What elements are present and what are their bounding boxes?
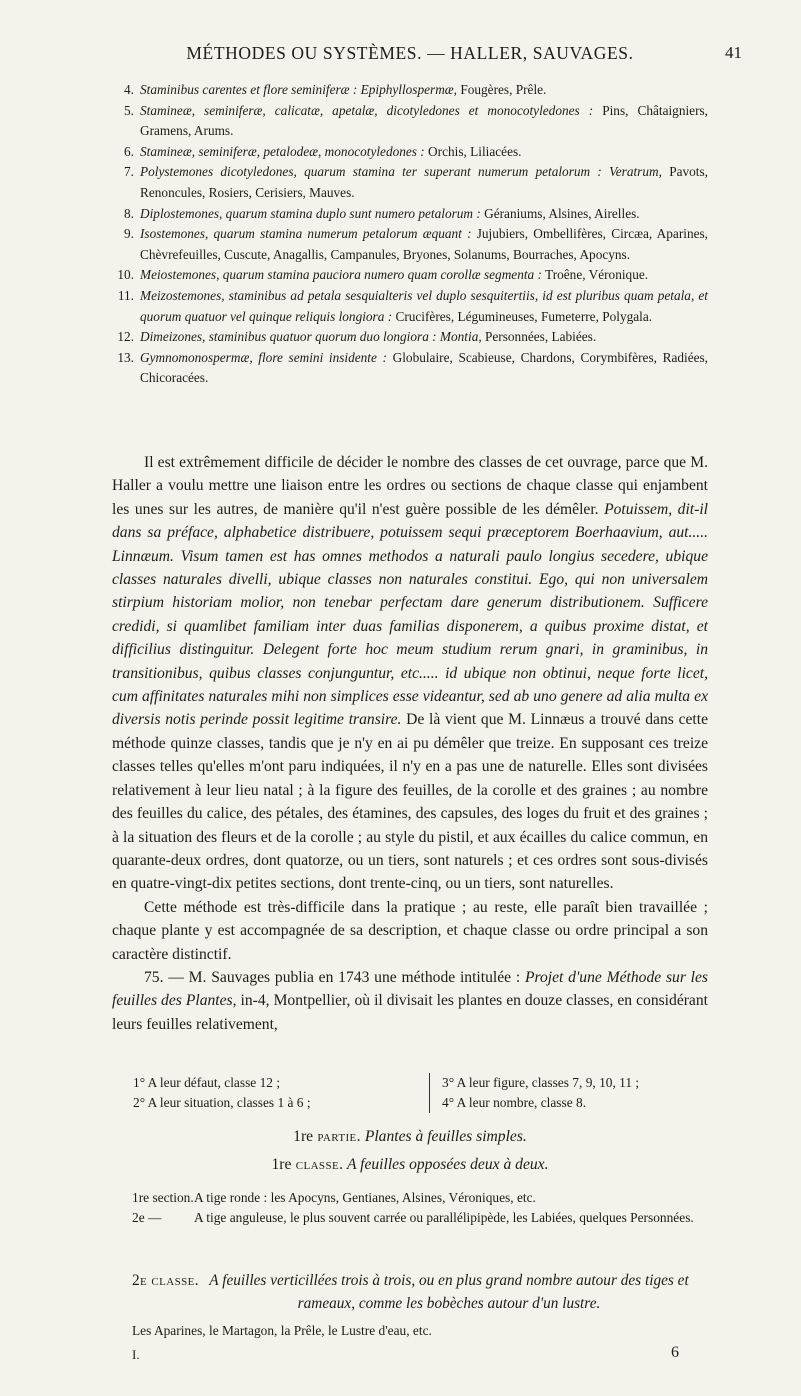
section-text: A tige anguleuse, le plus souvent carrée ou parallélipipède, les Labiées, quelques Personnées. [194, 1210, 694, 1226]
enum-item [112, 348, 708, 389]
enum-latin: Diplostemones, quarum stamina duplo sunt numero petalorum : [140, 205, 481, 221]
running-title: MÉTHODES OU SYSTÈMES. — HALLER, SAUVAGES. [186, 43, 634, 63]
enum-french: Fougères, Prêle. [457, 82, 547, 97]
sheet-number: 6 [671, 1344, 679, 1361]
enum-french: Pavots, Renoncules, Rosiers, Cerisiers, Mauves. [140, 164, 708, 200]
enum-french: Pins, Châtaigniers, Gramens, Arums. [140, 102, 708, 139]
main-text [112, 451, 708, 1036]
enum-french: Géraniums, Alsines, Airelles. [480, 205, 640, 221]
paragraph-sauvages [112, 966, 708, 1036]
class-enumeration-list [112, 80, 708, 389]
class-sections [132, 1188, 708, 1229]
enum-item [112, 162, 708, 203]
page-number: 41 [725, 43, 742, 62]
enum-number: 13. [117, 349, 134, 365]
enum-french: Jujubiers, Ombellifères, Circæa, Aparines, Chèvrefeuilles, Cuscute, Anagallis, Campanules, Bryones, Solanums, Bourraches, Apocyns. [140, 226, 708, 262]
signature-mark: I. [132, 1347, 140, 1362]
paragraph-text: Il est extrêmement difficile de décider le nombre des classes de cet ouvrage, parce que M. Haller a voulu mettre une liaison entre les ordres ou sections de chaque classe qui enjambent les unes sur les autres, de manière qu'il n'est guère possible de les démêler. [112, 454, 708, 518]
enum-latin: Dimeizones, staminibus quatuor quorum duo longiora : Montia, [140, 329, 482, 345]
class-two-heading [132, 1270, 708, 1316]
criteria-column-left [133, 1073, 383, 1113]
enum-item [112, 80, 708, 101]
heading-title: A feuilles verticillées trois à trois, ou en plus grand nombre autour des tiges et rameaux, comme les bobèches autour d'un lustre. [209, 1272, 689, 1312]
enum-number: 5. [124, 102, 134, 118]
enum-number: 8. [124, 205, 134, 221]
enum-latin: Gymnomonospermæ, flore semini insidente : [140, 349, 387, 365]
section-label: 2e — [132, 1210, 162, 1226]
enum-french: Crucifères, Légumineuses, Fumeterre, Polygala. [392, 308, 653, 324]
enum-item [112, 204, 708, 225]
class-two-examples: Les Aparines, le Martagon, la Prêle, le Lustre d'eau, etc. [132, 1323, 432, 1338]
enum-item [112, 101, 708, 142]
enum-latin: Isostemones, quarum stamina numerum petalorum æquant : [140, 226, 472, 242]
paragraph-text: 75. — M. Sauvages publia en 1743 une méthode intitulée : [144, 968, 525, 986]
paragraph-haller [112, 451, 708, 896]
section-label: 1re section. [132, 1190, 194, 1205]
enum-item [112, 286, 708, 327]
enum-number: 7. [124, 164, 134, 180]
enum-latin: Meiostemones, quarum stamina pauciora numero quam corollæ segmenta : [140, 267, 542, 283]
enum-latin: Stamineæ, seminiferæ, calicatæ, apetalæ, dicotyledones et monocotyledones : [140, 102, 594, 118]
heading-ordinal: 1re [293, 1128, 314, 1145]
enum-french: Globulaire, Scabieuse, Chardons, Corymbifères, Radiées, Chicoracées. [140, 349, 709, 386]
enum-french: Troêne, Véronique. [541, 267, 649, 283]
enum-item [112, 327, 708, 348]
heading-title: A feuilles opposées deux à deux. [343, 1156, 549, 1173]
enum-number: 9. [124, 226, 134, 242]
criteria-column-right [429, 1073, 722, 1113]
class-heading [112, 1156, 708, 1174]
criterion-item: 1° A leur défaut, classe 12 ; [133, 1075, 281, 1090]
enum-latin: Stamineæ, seminiferæ, petalodeæ, monocotyledones : [140, 143, 425, 159]
criterion-item: 2° A leur situation, classes 1 à 6 ; [133, 1095, 311, 1110]
heading-label: classe. [291, 1156, 344, 1173]
enum-number: 4. [124, 82, 134, 97]
heading-title: Plantes à feuilles simples. [360, 1128, 527, 1145]
section-text: A tige ronde : les Apocyns, Gentianes, Alsines, Véroniques, etc. [194, 1190, 536, 1205]
enum-number: 11. [117, 287, 134, 303]
enum-latin: Meizostemones, staminibus ad petala sesquialteris vel duplo sesquitertiis, id est pluribus quam petala, et quorum quatuor vel quinque reliquis longiora : [140, 287, 708, 324]
heading-label: partie. [313, 1128, 361, 1145]
paragraph-text: De là vient que M. Linnæus a trouvé dans cette méthode quinze classes, tandis que je n'y en ai pu démêler que treize. En supposant ces treize classes telles qu'elles m'ont paru indiquées, il n'y en a pas une de naturelle. Elles sont divisées relativement à leur lieu natal ; à la figure des feuilles, de la corolle et des graines ; au nombre des feuilles du calice, des pétales, des étamines, des capsules, des loges du fruit et des graines ; à la situation des fleurs et de la corolle ; au style du pistil, et aux écailles du calice commun, en quarante-deux ordres, dont quatorze, ou un tiers, sont naturels ; et ces ordres sont sous-divisés en quatre-vingt-dix petites sections, dont trente-cinq, ou un tiers, sont naturelles. [112, 711, 708, 893]
paragraph-text: , in-4, Montpellier, où il divisait les plantes en douze classes, en considérant leurs feuilles relativement, [112, 992, 708, 1033]
criterion-item: 4° A leur nombre, classe 8. [442, 1095, 587, 1110]
heading-label: 2e classe. [132, 1272, 199, 1289]
enum-number: 12. [117, 329, 134, 345]
enum-french: Personnées, Labiées. [481, 329, 597, 345]
part-heading [112, 1128, 708, 1146]
enum-number: 10. [117, 267, 134, 283]
section-item [132, 1208, 708, 1228]
criterion-item: 3° A leur figure, classes 7, 9, 10, 11 ; [442, 1075, 640, 1090]
enum-number: 6. [124, 143, 134, 159]
work-title: Projet d'une Méthode sur les feuilles des Plantes [112, 968, 709, 1010]
enum-item [112, 265, 708, 286]
paragraph-practice: Cette méthode est très-difficile dans la pratique ; au reste, elle paraît bien travaillée ; chaque plante y est accompagnée de sa description, et chaque classe ou ordre principal a son caractère distinctif. [112, 898, 708, 963]
heading-ordinal: 1re [271, 1156, 292, 1173]
latin-quotation: Potuissem, dit-il dans sa préface, alphabetice distribuere, potuissem sequi præceptorem Boerhaavium, aut..... Linnæum. Visum tamen est has omnes methodos a naturali paulo longius secedere, ubique classes naturales divelli, ubique classes non naturales constitui. Ego, qui non universalem stirpium historiam molior, non tenebar perfectam dare generum distributionem. Sufficere credidi, si quamlibet familiam inter duas familias disponerem, a quibus proxime distat, et difficilius distinguitur. Delegent forte hoc meum studium rerum gnari, in graminibus, in transitionibus, quibus classes conjunguntur, etc..... id ubique non obtinui, neque forte licet, cum affinitates naturales mihi non simplices esse videantur, sed ab uno genere ad alia multa ex diversis notis perinde possit legitime transire. [112, 500, 708, 729]
enum-item [112, 224, 708, 265]
section-item [132, 1188, 708, 1208]
enum-latin: Polystemones dicotyledones, quarum stamina ter superant numerum petalorum : Veratrum, [140, 164, 662, 180]
enum-latin: Staminibus carentes et flore seminiferæ : Epiphyllospermæ, [140, 82, 457, 97]
enum-french: Orchis, Liliacées. [424, 143, 522, 159]
enum-item [112, 142, 708, 163]
